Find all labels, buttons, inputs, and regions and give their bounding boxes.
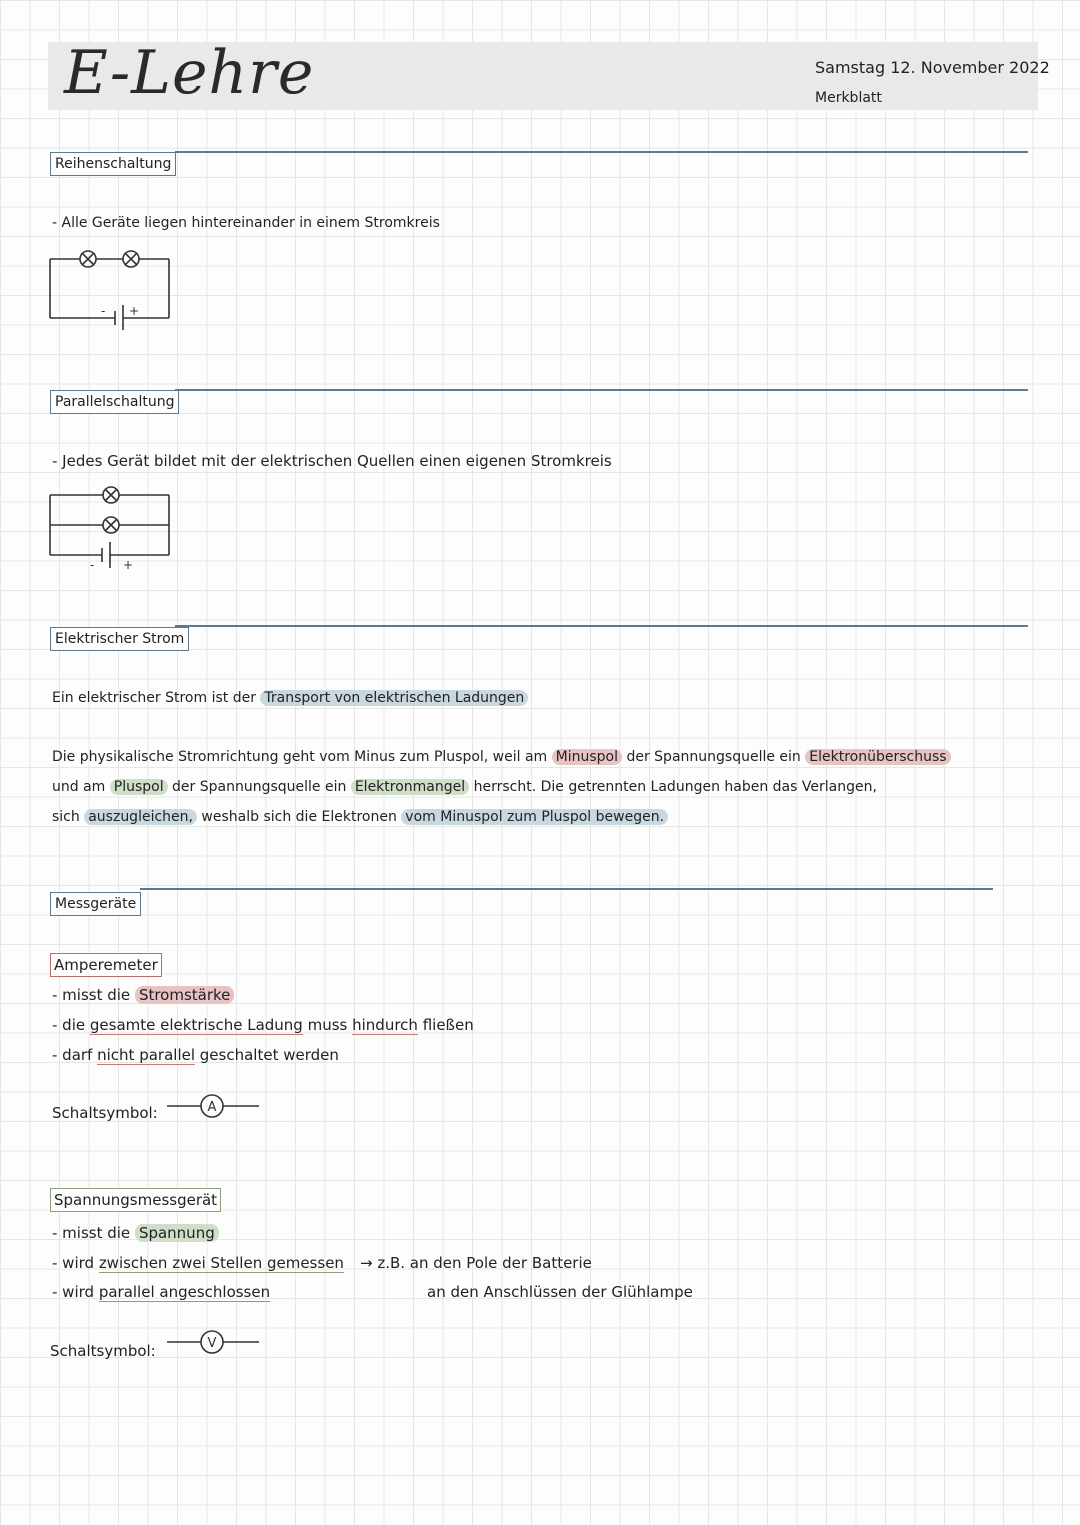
highlight-stromstaerke: Stromstärke (135, 986, 234, 1004)
series-circuit-diagram (45, 245, 175, 330)
text-span: - darf (52, 1046, 98, 1064)
page-subtitle: Merkblatt (815, 90, 882, 106)
highlight-pluspol: Pluspol (110, 779, 168, 795)
section-label-messgeraete: Messgeräte (50, 892, 141, 916)
section-label-strom: Elektrischer Strom (50, 627, 189, 651)
spannung-example-1: → z.B. an den Pole der Batterie (360, 1254, 592, 1272)
amperemeter-symbol-label: Schaltsymbol: (52, 1104, 158, 1122)
highlight-ausgleichen: auszugleichen, (84, 809, 197, 825)
spannung-example-2: an den Anschlüssen der Glühlampe (427, 1283, 693, 1301)
section-label-reihenschaltung: Reihenschaltung (50, 152, 176, 176)
text-span: weshalb sich die Elektronen (196, 809, 402, 825)
section-rule (175, 151, 1028, 153)
highlight-minuspol: Minuspol (552, 749, 622, 765)
text-span: - misst die (52, 986, 135, 1004)
minus-label: - (90, 558, 95, 572)
parallelschaltung-text: - Jedes Gerät bildet mit der elektrischen Quellen einen eigenen Stromkreis (52, 452, 612, 470)
highlight-transport: Transport von elektrischen Ladungen (260, 690, 528, 706)
amperemeter-label: Amperemeter (50, 953, 162, 977)
text-span: - die (52, 1016, 90, 1034)
text-span: - wird (52, 1283, 99, 1301)
ammeter-symbol-icon (165, 1092, 261, 1122)
highlight-elektronueberschuss: Elektronüberschuss (805, 749, 950, 765)
spannung-symbol-label: Schaltsymbol: (50, 1342, 156, 1360)
strom-definition (52, 690, 528, 706)
highlight-bewegung: vom Minuspol zum Pluspol bewegen. (401, 809, 668, 825)
amperemeter-line-2 (52, 1016, 474, 1034)
voltmeter-symbol-icon (165, 1328, 261, 1358)
section-rule (140, 888, 993, 890)
strom-paragraph-line-2 (52, 779, 877, 795)
strom-paragraph-line-3 (52, 809, 668, 825)
underline-zwischen-zwei-stellen: zwischen zwei Stellen gemessen (98, 1254, 344, 1272)
voltmeter-letter: V (207, 1336, 217, 1351)
underline-nicht-parallel: nicht parallel (97, 1046, 196, 1064)
text-span: der Spannungsquelle ein (167, 779, 351, 795)
section-rule (175, 389, 1028, 391)
spannung-line-3 (52, 1283, 270, 1301)
parallel-circuit-diagram (45, 483, 175, 573)
minus-label: - (101, 304, 106, 318)
text-span: geschaltet werden (195, 1046, 339, 1064)
ammeter-letter: A (207, 1100, 217, 1115)
text-span: Ein elektrischer Strom ist der (52, 690, 261, 706)
underline-ladung: gesamte elektrische Ladung (89, 1016, 303, 1034)
text-span: - wird (52, 1254, 99, 1272)
page-date: Samstag 12. November 2022 (815, 58, 1050, 77)
page-title: E-Lehre (64, 38, 315, 108)
amperemeter-line-3 (52, 1046, 339, 1064)
plus-label: + (129, 304, 140, 318)
text-span: der Spannungsquelle ein (622, 749, 806, 765)
text-span: - misst die (52, 1224, 135, 1242)
text-span: Die physikalische Stromrichtung geht vom Minus zum Pluspol, weil am (52, 749, 552, 765)
reihenschaltung-text: - Alle Geräte liegen hintereinander in einem Stromkreis (52, 215, 440, 231)
plus-label: + (123, 558, 134, 572)
spannung-line-2 (52, 1254, 344, 1272)
text-span: herrscht. Die getrennten Ladungen haben das Verlangen, (469, 779, 877, 795)
text-span: und am (52, 779, 110, 795)
spannung-line-1 (52, 1224, 219, 1242)
highlight-spannung: Spannung (135, 1224, 219, 1242)
highlight-elektronmangel: Elektronmangel (351, 779, 469, 795)
text-span: fließen (417, 1016, 474, 1034)
spannungsmessgeraet-label: Spannungsmessgerät (50, 1188, 221, 1212)
section-label-parallelschaltung: Parallelschaltung (50, 390, 179, 414)
amperemeter-line-1 (52, 986, 234, 1004)
text-span: sich (52, 809, 85, 825)
underline-parallel-angeschlossen: parallel angeschlossen (98, 1283, 271, 1301)
section-rule (175, 625, 1028, 627)
strom-paragraph-line-1 (52, 749, 951, 765)
text-span: muss (302, 1016, 353, 1034)
underline-hindurch: hindurch (352, 1016, 418, 1034)
